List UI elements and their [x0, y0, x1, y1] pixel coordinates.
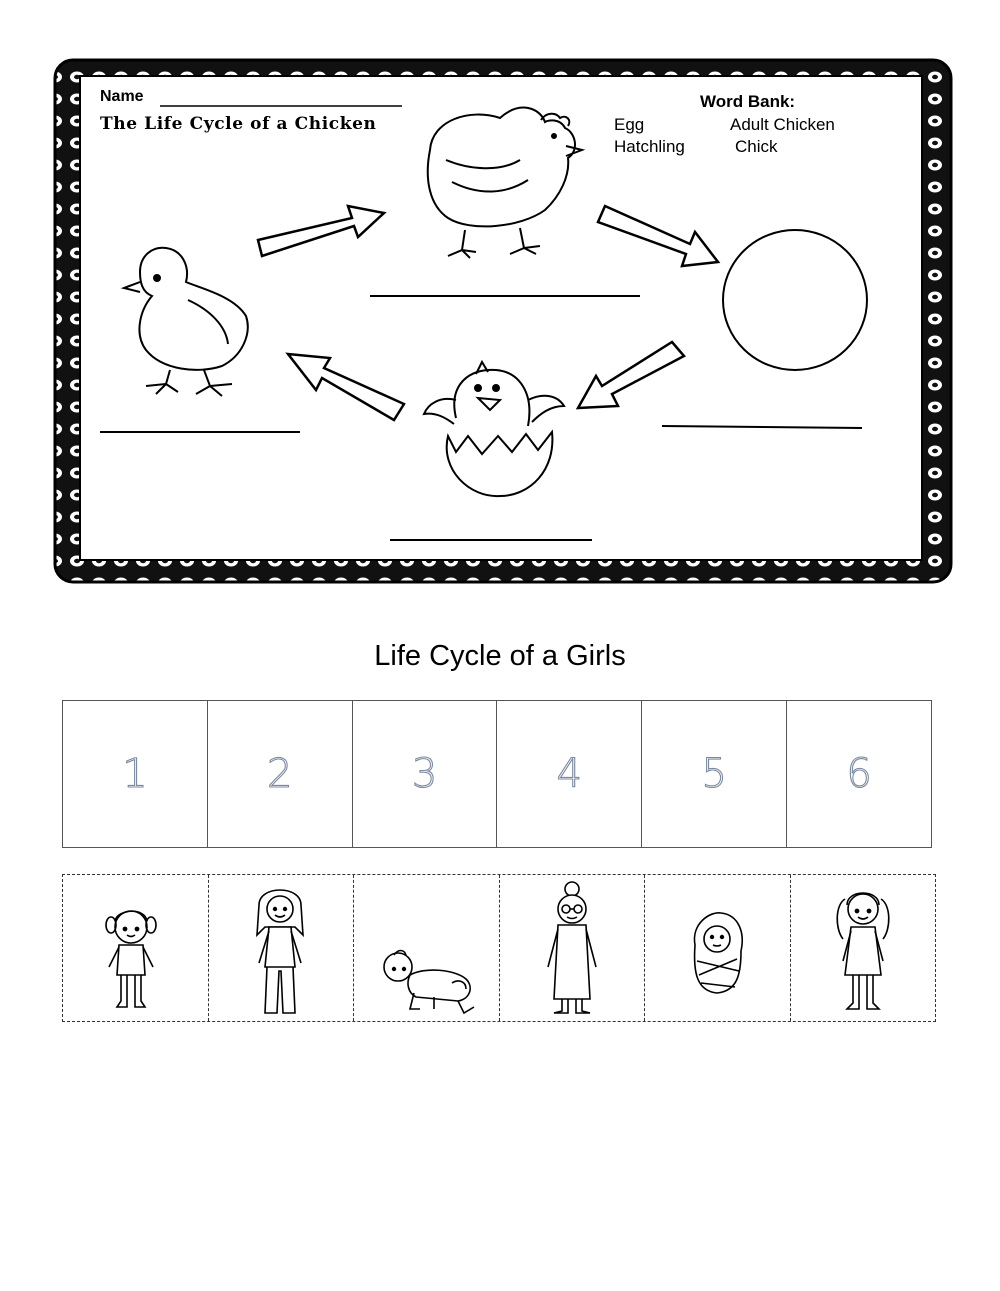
number-cell[interactable]	[353, 701, 498, 847]
picture-card-crawling-baby[interactable]	[354, 875, 500, 1021]
number-label: 3	[411, 751, 438, 797]
number-cell[interactable]	[497, 701, 642, 847]
word-bank-word: Adult Chicken	[730, 115, 835, 134]
picture-card-older-girl[interactable]	[791, 875, 936, 1021]
number-row	[62, 700, 932, 848]
egg-drawing	[723, 230, 867, 370]
picture-card-swaddled-newborn[interactable]	[645, 875, 791, 1021]
number-cell[interactable]	[642, 701, 787, 847]
number-cell[interactable]	[787, 701, 931, 847]
crawling-baby-drawing	[354, 875, 499, 1021]
number-label: 5	[701, 751, 727, 797]
word-bank-word: Hatchling	[614, 137, 685, 156]
swaddled-newborn-drawing	[645, 875, 790, 1021]
chicken-life-cycle-worksheet	[0, 0, 1000, 600]
number-label: 1	[122, 751, 148, 797]
woman-drawing	[209, 875, 354, 1021]
number-label: 4	[556, 751, 583, 797]
number-label: 6	[846, 751, 872, 797]
number-cell[interactable]	[63, 701, 208, 847]
picture-card-little-girl[interactable]	[63, 875, 209, 1021]
older-girl-drawing	[791, 875, 936, 1021]
picture-card-grandmother[interactable]	[500, 875, 646, 1021]
word-bank-word: Chick	[735, 137, 778, 156]
worksheet-title: The Life Cycle of a Chicken	[100, 114, 377, 134]
picture-card-woman[interactable]	[209, 875, 355, 1021]
grandmother-drawing	[500, 875, 645, 1021]
worksheet-frame	[0, 0, 1000, 600]
word-bank-title: Word Bank:	[700, 92, 796, 111]
picture-row	[62, 874, 936, 1022]
number-cell[interactable]	[208, 701, 353, 847]
name-label: Name	[100, 88, 144, 105]
number-label: 2	[267, 751, 293, 797]
word-bank-word: Egg	[614, 115, 645, 134]
girls-section-title: Life Cycle of a Girls	[374, 640, 626, 672]
little-girl-drawing	[63, 875, 208, 1021]
